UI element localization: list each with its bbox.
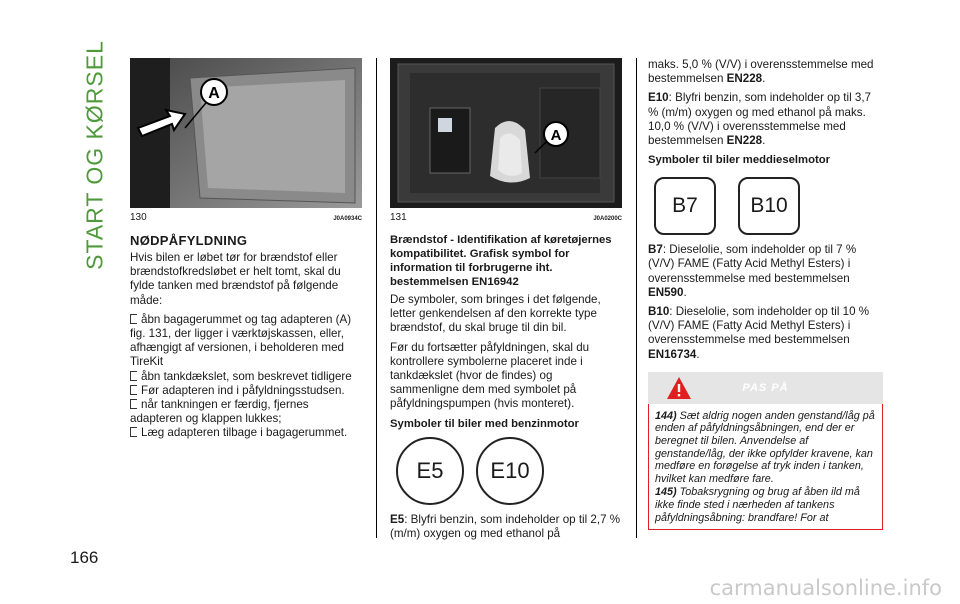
petrol-symbols-heading: Symboler til biler med benzinmotor (390, 417, 579, 430)
column-3 (648, 58, 883, 530)
section-title-tab (80, 40, 110, 270)
figure-130-callout: A (208, 85, 220, 102)
column-1 (130, 58, 362, 441)
section-title: START OG KØRSEL (81, 40, 108, 270)
column-divider-2 (636, 58, 637, 538)
diesel-symbols (654, 177, 883, 235)
b10-description: B10: Dieselolie, som indeholder op til 10 % (V/V) FAME (Fatty Acid Methyl Esters) i overensstemmelse med bestemmelsen EN16734. (648, 305, 870, 361)
warning-item: 144) Sæt aldrig nogen anden genstand/låg på enden af påfyldningsåbningen, end der er beregnet til bilen. Anvendelse af genstande/låg, der ikke opfylder kravene, kan medføre en forøgelse af tryk inden i tanken, hvilket kan medføre fare. (655, 409, 875, 485)
b7-symbol: B7 (654, 177, 716, 235)
list-item: Læg adapteren tilbage i bagagerummet. (130, 426, 362, 440)
e10-description: E10: Blyfri benzin, som indeholder op til 3,7 % (m/m) oxygen og med ethanol på maks. 10,0 % (V/V) i overensstemmelse med bestemmelsen EN228. (648, 91, 871, 148)
e5-description-cont: maks. 5,0 % (V/V) i overensstemmelse med bestemmelsen EN228. (648, 58, 874, 86)
list-item: åbn tankdækslet, som beskrevet tidligere (130, 370, 362, 384)
warning-triangle-icon (666, 376, 692, 400)
warning-panel (648, 372, 883, 530)
warning-body (648, 404, 883, 530)
intro-paragraph: Hvis bilen er løbet tør for brændstof eller brændstofkredsløbet er helt tomt, skal du fylde tanken med brændstof på følgende måde: (130, 251, 341, 307)
e5-symbol: E5 (396, 437, 464, 505)
bullet-icon (130, 427, 137, 437)
figure-code: J0A0934C (333, 216, 362, 222)
b7-description: B7: Dieselolie, som indeholder op til 7 % (V/V) FAME (Fatty Acid Methyl Esters) i overensstemmelse med bestemmelsen EN590. (648, 243, 857, 299)
petrol-symbols (396, 437, 622, 505)
fuel-id-paragraph-1: De symboler, som bringes i det følgende, letter genkendelsen af den korrekte type brændstof, du skal bruge til din bil. (390, 293, 601, 335)
section-heading: NØDPÅFYLDNING (130, 233, 248, 248)
fuel-id-heading: Brændstof - Identifikation af køretøjernes kompatibilitet. Grafisk symbol for information til forbrugerne iht. bestemmelsen EN16942 (390, 234, 612, 288)
figure-131-caption (390, 212, 622, 223)
warning-title: PAS PÅ (742, 381, 789, 394)
figure-130-photo (130, 58, 362, 208)
bullet-icon (130, 314, 137, 324)
figure-131-callout: A (550, 127, 562, 144)
list-item: når tankningen er færdig, fjernes adapteren og klappen lukkes; (130, 398, 309, 426)
bullet-icon (130, 399, 137, 409)
bullet-icon (130, 371, 137, 381)
column-divider-1 (376, 58, 377, 538)
fuel-id-paragraph-2: Før du fortsætter påfyldningen, skal du kontrollere symbolerne placeret inde i tankdækslet (hvor de findes) og sammenligne dem med symbolet på påfyldningspumpen (hvis monteret). (390, 340, 590, 411)
list-item: Før adapteren ind i påfyldningsstudsen. (130, 384, 362, 398)
column-2 (390, 58, 622, 546)
warning-header (648, 372, 883, 404)
bullet-icon (130, 385, 137, 395)
page-number: 166 (70, 548, 99, 567)
figure-number: 130 (130, 212, 147, 223)
list-item: åbn bagagerummet og tag adapteren (A) fig. 131, der ligger i værktøjskassen, eller, afhængigt af versionen, i beholderen med TireKit (130, 312, 352, 369)
figure-number: 131 (390, 212, 407, 223)
figure-130-caption (130, 212, 362, 223)
diesel-symbols-heading: Symboler til biler meddieselmotor (648, 154, 831, 167)
b10-symbol: B10 (738, 177, 800, 235)
figure-131-photo (390, 58, 622, 208)
figure-code: J0A0200C (593, 216, 622, 222)
watermark: carmanualsonline.info (709, 576, 942, 600)
e5-description: E5: Blyfri benzin, som indeholder op til 2,7 % (m/m) oxygen og med ethanol på (390, 512, 621, 540)
e10-symbol: E10 (476, 437, 544, 505)
warning-item: 145) Tobaksrygning og brug af åben ild må ikke finde sted i nærheden af tankens påfyldningsåbning: brandfare! For at (655, 486, 860, 524)
